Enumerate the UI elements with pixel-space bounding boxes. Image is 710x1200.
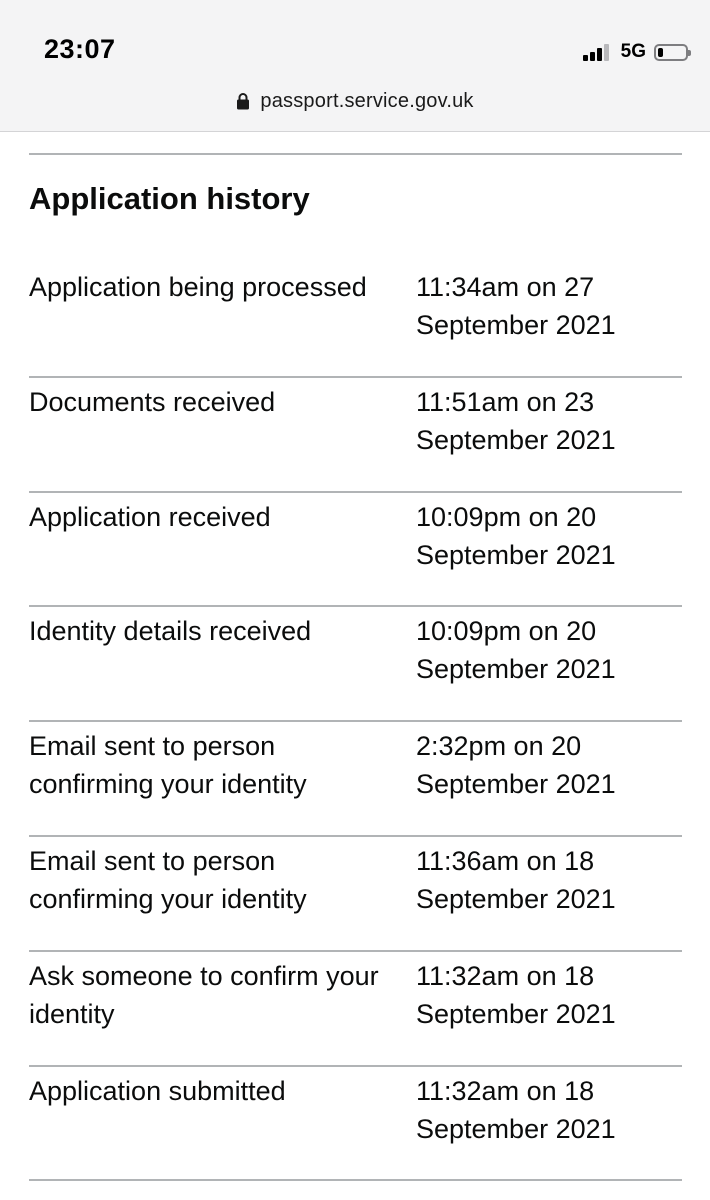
application-history-list [29, 263, 682, 1181]
battery-cap [688, 50, 691, 56]
network-type: 5G [620, 41, 646, 62]
history-event: Application received [29, 501, 271, 532]
history-row [29, 837, 682, 952]
browser-chrome [0, 0, 710, 132]
status-time: 23:07 [44, 34, 116, 64]
section-divider [29, 153, 682, 155]
history-row [29, 263, 682, 378]
history-event: Application submitted [29, 1075, 286, 1106]
signal-bar [597, 48, 602, 61]
battery-icon [654, 44, 688, 61]
history-event: Application being processed [29, 272, 367, 302]
signal-bar [604, 44, 609, 61]
history-row [29, 722, 682, 837]
address-bar[interactable] [0, 86, 710, 116]
history-event: Documents received [29, 386, 276, 417]
lock-icon [236, 91, 250, 111]
history-row [29, 493, 682, 608]
page-title: Application history [29, 181, 310, 216]
status-indicators [583, 38, 688, 66]
signal-strength-icon [583, 43, 611, 61]
history-event: Identity details received [29, 616, 312, 647]
history-row [29, 952, 682, 1067]
history-date: 11:34am on 27 September 2021 [416, 272, 616, 340]
history-event: Email sent to person confirming your identity [29, 731, 307, 800]
history-date: 11:36am on 18 September 2021 [416, 845, 616, 914]
signal-bar [583, 55, 588, 61]
history-date: 10:09pm on 20 September 2021 [416, 501, 616, 570]
history-event: Email sent to person confirming your identity [29, 845, 307, 914]
url-text: passport.service.gov.uk [260, 89, 474, 112]
history-date: 11:32am on 18 September 2021 [416, 960, 616, 1029]
history-event: Ask someone to confirm your identity [29, 960, 379, 1029]
history-row [29, 607, 682, 722]
history-date: 10:09pm on 20 September 2021 [416, 616, 616, 685]
history-row [29, 378, 682, 493]
history-date: 11:32am on 18 September 2021 [416, 1075, 616, 1144]
history-date: 11:51am on 23 September 2021 [416, 386, 616, 455]
history-row [29, 1067, 682, 1182]
history-date: 2:32pm on 20 September 2021 [416, 731, 616, 800]
battery-level [658, 48, 663, 57]
signal-bar [590, 52, 595, 61]
